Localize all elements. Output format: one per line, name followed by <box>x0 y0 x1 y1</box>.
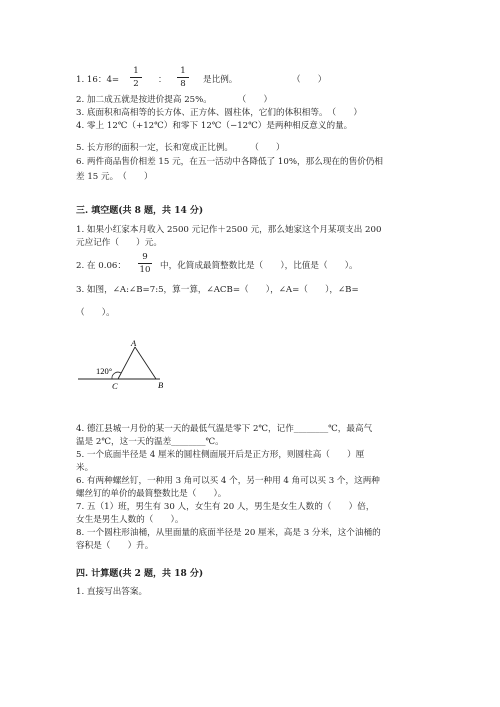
judge-q1-prefix: 1. 16：4= <box>76 75 120 85</box>
fill-q3-line2: （ ）。 <box>76 308 115 318</box>
fill-q1-line1: 1. 如果小红家本月收入 2500 元记作＋2500 元，那么她家这个月某项支出 200 <box>76 225 382 235</box>
fill-q2-prefix: 2. 在 0.06： <box>76 261 126 271</box>
vertex-b-label: B <box>158 380 164 390</box>
judge-q6-line1: 6. 两件商品售价相差 15 元，在五一活动中各降低了 10%，那么现在的售价仍相 <box>76 157 383 167</box>
fill-q4-line2: 温是 2℃，这一天的温差________℃。 <box>76 437 224 447</box>
section-title-fill-in: 三. 填空题(共 8 题，共 14 分) <box>76 206 204 216</box>
vertex-c-label: C <box>112 381 118 391</box>
fill-q7-line2: 女生是男生人数的（ ）。 <box>76 515 184 525</box>
fill-q2-suffix: 中，化简成最简整数比是（ ），比值是（ ）。 <box>160 261 358 271</box>
triangle-figure <box>74 338 184 394</box>
judge-q1-fraction-1 <box>130 66 142 89</box>
judge-q6-line2: 差 15 元。 （ ） <box>76 172 153 182</box>
fraction-denominator: 10 <box>139 265 151 275</box>
judge-q4: 4. 零上 12℃（+12℃）和零下 12℃（−12℃）是两种相反意义的量。 <box>76 121 353 131</box>
fill-q4-line1: 4. 德江县城一月份的某一天的最低气温是零下 2℃，记作________℃，最高气 <box>76 424 373 434</box>
side-ab <box>135 347 156 379</box>
fraction-numerator: 9 <box>138 252 152 264</box>
fill-q2-fraction <box>138 252 152 275</box>
fraction-denominator: 2 <box>133 79 139 89</box>
fraction-numerator: 1 <box>130 66 142 78</box>
judge-q1-answer-paren: （ ） <box>292 75 327 85</box>
fill-q8-line2: 容积是（ ）升。 <box>76 541 154 551</box>
fill-q8-line1: 8. 一个圆柱形油桶，从里面量的底面半径是 20 厘米，高是 3 分米，这个油桶的 <box>76 528 381 538</box>
judge-q1-colon: ： <box>158 75 167 85</box>
fill-q6-line2: 螺丝钉的单价的最简整数比是（ ）。 <box>76 489 227 499</box>
vertex-a-label: A <box>131 338 137 348</box>
fraction-denominator: 8 <box>180 79 186 89</box>
angle-label: 120° <box>96 366 113 376</box>
fraction-numerator: 1 <box>177 66 189 78</box>
fill-q5-line2: 米。 <box>76 463 94 473</box>
fill-q7-line1: 7. 五（1）班，男生有 30 人，女生有 20 人，男生是女生人数的（ ）倍， <box>76 502 375 512</box>
judge-q3: 3. 底面积和高相等的长方体、正方体、圆柱体，它们的体积相等。 （ ） <box>76 108 362 118</box>
fill-q6-line1: 6. 有两种螺丝钉，一种用 3 角可以买 4 个，另一种用 4 角可以买 3 个，这两种 <box>76 476 380 486</box>
side-ca <box>118 347 135 379</box>
judge-q1-fraction-2 <box>177 66 189 89</box>
fill-q1-line2: 元应记作（ ）元。 <box>76 238 162 248</box>
fill-q5-line1: 5. 一个底面半径是 4 厘米的圆柱侧面展开后是正方形，则圆柱高（ ）厘 <box>76 450 365 460</box>
judge-q5: 5. 长方形的面积一定，长和宽成正比例。 （ ） <box>76 143 285 153</box>
judge-q1-suffix: 是比例。 <box>203 75 238 85</box>
section-title-calculation: 四. 计算题(共 2 题，共 18 分) <box>76 569 204 579</box>
fill-q3-line1: 3. 如图，∠A:∠B=7:5，算一算，∠ACB=（ ），∠A=（ ），∠B= <box>76 285 359 295</box>
judge-q2: 2. 加二成五就是按进价提高 25%。 （ ） <box>76 95 273 105</box>
calc-q1: 1. 直接写出答案。 <box>76 587 148 597</box>
